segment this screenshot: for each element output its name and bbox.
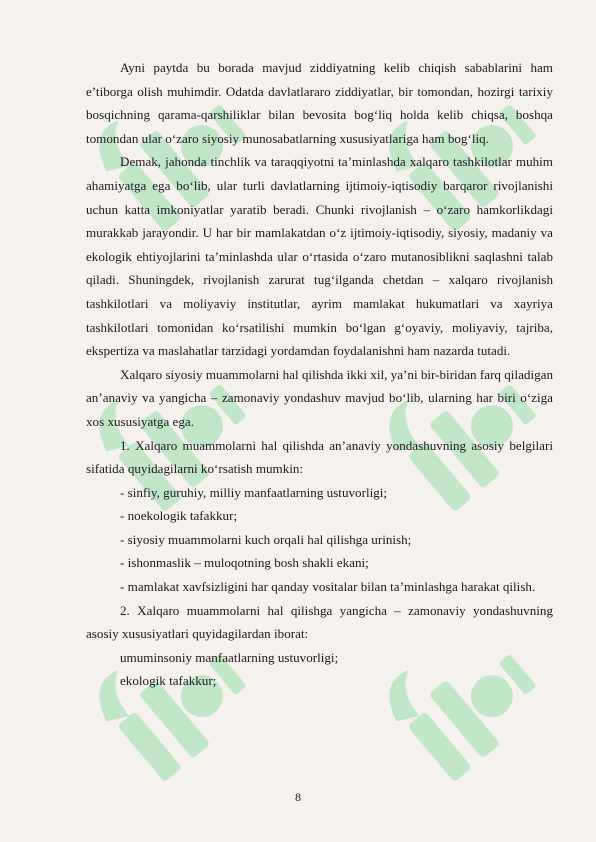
body-text	[86, 56, 553, 693]
list-item: - mamlakat xavfsizligini har qanday vositalar bilan ta’minlashga harakat qilish.	[120, 579, 536, 595]
paragraph: Demak, jahonda tinchlik va taraqqiyotni ta’minlashda xalqaro tashkilotlar muhim ahamiyatga ega bo‘lib, ular turli davlatlarning ijtimoiy-iqtisodiy barqaror rivojlanishi uchun katta imkoniyatlar yaratib beradi. Chunki rivojlanish – o‘zaro hamkorlikdagi murakkab jarayondir. U har bir mamlakatdan o‘z ijtimoiy-iqtisodiy, siyosiy, madaniy va ekologik ehtiyojlarini ta’minlashda ular o‘rtasida o‘zaro mutanosiblikni saqlashni talab qiladi. Shuningdek, rivojlanish zarurat tug‘ilganda chetdan – xalqaro rivojlanish tashkilotlari va moliyaviy institutlar, ayrim mamlakat hukumatlari va xayriya tashkilotlari tomonidan ko‘rsatilishi mumkin bo‘lgan g‘oyaviy, moliyaviy, tajriba, ekspertiza va maslahatlar tarzidagi yordamdan foydalanishni ham nazarda tutadi.	[86, 154, 553, 359]
paragraph: Xalqaro siyosiy muammolarni hal qilishda ikki xil, ya’ni bir-biridan farq qiladigan an’anaviy va yangicha – zamonaviy yondashuv mavjud bo‘lib, ularning har biri o‘ziga xos xususiyatga ega.	[86, 366, 553, 429]
list-item: - sinfiy, guruhiy, milliy manfaatlarning ustuvorligi;	[120, 484, 388, 500]
list-item: ekologik tafakkur;	[120, 673, 217, 689]
list-item: - siyosiy muammolarni kuch orqali hal qilishga urinish;	[120, 531, 412, 547]
page-number: 8	[295, 790, 301, 804]
list-item: umuminsoniy manfaatlarning ustuvorligi;	[120, 649, 339, 665]
paragraph: Ayni paytda bu borada mavjud ziddiyatning kelib chiqish sabablarini ham e’tiborga olish muhimdir. Odatda davlatlararo ziddiyatlar, bir tomondan, hozirgi tarixiy bosqichning qarama-qarshiliklar bilan bevosita bog‘liq holda kelib chiqsa, boshqa tomondan ular o‘zaro siyosiy munosabatlarning xususiyatlariga ham bog‘liq.	[86, 60, 553, 146]
paragraph: 2. Xalqaro muammolarni hal qilishga yangicha – zamonaviy yondashuvning asosiy xususiyatlari quyidagilardan iborat:	[86, 602, 553, 642]
list-item: - ishonmaslik – muloqotning bosh shakli ekani;	[120, 555, 369, 571]
paragraph: 1. Xalqaro muammolarni hal qilishda an’anaviy yondashuvning asosiy belgilari sifatida quyidagilarni ko‘rsatish mumkin:	[86, 437, 553, 477]
list-item: - noekologik tafakkur;	[120, 508, 238, 524]
